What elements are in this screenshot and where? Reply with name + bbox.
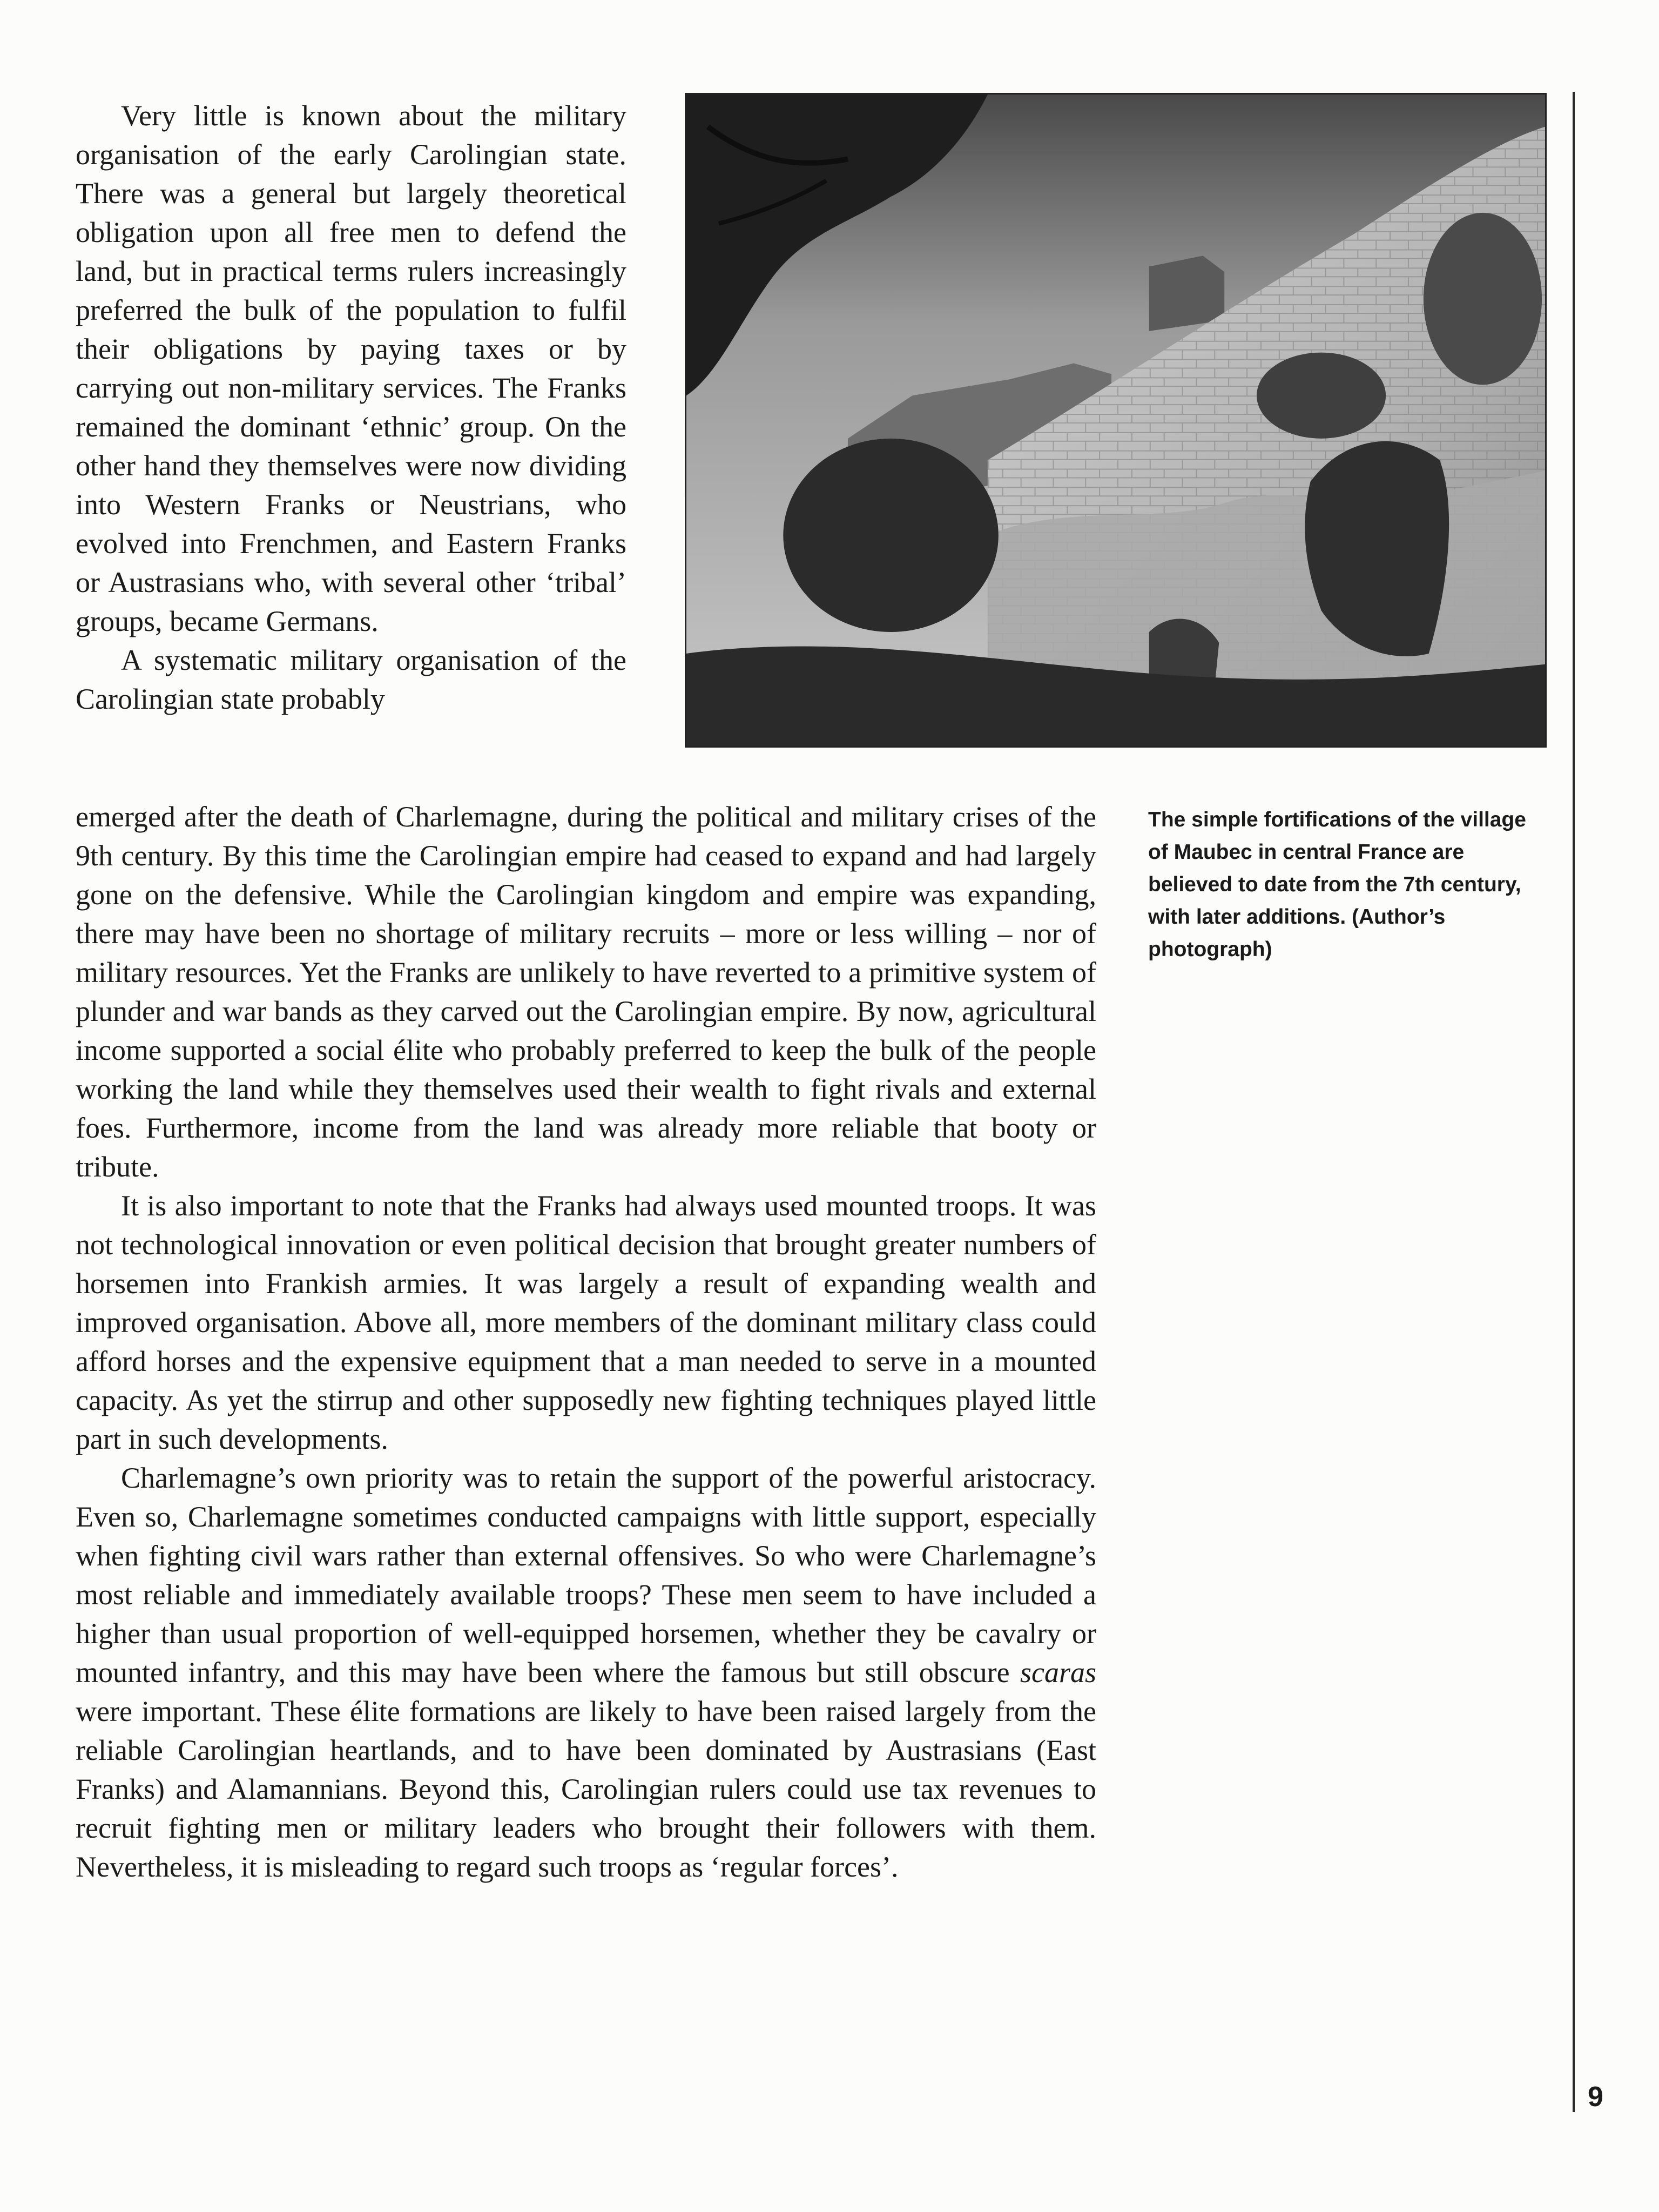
body-text-narrow-column (76, 96, 626, 718)
photo-caption: The simple fortifications of the village of Maubec in central France are believed to date from the 7th century, with later additions. (Author’s photograph) (1148, 808, 1526, 961)
page-number: 9 (1588, 2081, 1603, 2113)
paragraph-3: It is also important to note that the Franks had always used mounted troops. It was not technological innovation or even political decision that brought greater numbers of horsemen into Frankish armies. It was largely a result of expanding wealth and improved organisation. Above all, more members of the dominant military class could afford horses and the expensive equipment that a man needed to serve in a mounted capacity. As yet the stirrup and other supposedly new fighting techniques played little part in such developments. (76, 1189, 1096, 1455)
paragraph-4-text-b: were important. These élite formations are likely to have been raised largely from the reliable Carolingian heartlands, and to have been dominated by Austrasians (East Franks) and Alamannians. Beyond this, Carolingian rulers could use tax revenues to recruit fighting men or military leaders who brought their followers with them. Nevertheless, it is misleading to regard such troops as ‘regular forces’. (76, 1695, 1096, 1883)
paragraph-4 (76, 1458, 1096, 1886)
paragraph-2-continued: emerged after the death of Charlemagne, during the political and military crises of the 9th century. By this time the Carolingian empire had ceased to expand and had largely gone on the defensive. While the Carolingian kingdom and empire was expanding, there may have been no shortage of military recruits – more or less willing – nor of military resources. Yet the Franks are unlikely to have reverted to a primitive system of plunder and war bands as they carved out the Carolingian empire. By now, agricultural income supported a social élite who probably preferred to keep the bulk of the people working the land while they themselves used their wealth to fight rivals and external foes. Furthermore, income from the land was already more reliable that booty or tribute. (76, 801, 1096, 1183)
paragraph-4-text-a: Charlemagne’s own priority was to retain the support of the powerful aristocracy. Even so, Charlemagne sometimes conducted campaigns with little support, especially when fighting civil wars rather than external offensives. So who were Charlemagne’s most reliable and immediately available troops? These men seem to have included a higher than usual proportion of well-equipped horsemen, whether they be cavalry or mounted infantry, and this may have been where the famous but still obscure (76, 1462, 1096, 1689)
paragraph-2-start: A systematic military organisation of the Carolingian state probably (76, 644, 626, 715)
margin-rule (1573, 92, 1575, 2112)
body-text-wide-column (76, 797, 1096, 1886)
maubec-wall-image (686, 95, 1545, 746)
paragraph-1: Very little is known about the military organisation of the early Carolingian state. There was a general but largely theoretical obligation upon all free men to defend the land, but in practical terms rulers increasingly preferred the bulk of the population to fulfil their obligations by paying taxes or by carrying out non-military services. The Franks remained the dominant ‘ethnic’ group. On the other hand they themselves were now dividing into Western Franks or Neustrians, who evolved into Frenchmen, and Eastern Franks or Austrasians who, with several other ‘tribal’ groups, became Germans. (76, 99, 626, 637)
fortification-photo (685, 93, 1547, 748)
scaras-term: scaras (1020, 1656, 1096, 1689)
